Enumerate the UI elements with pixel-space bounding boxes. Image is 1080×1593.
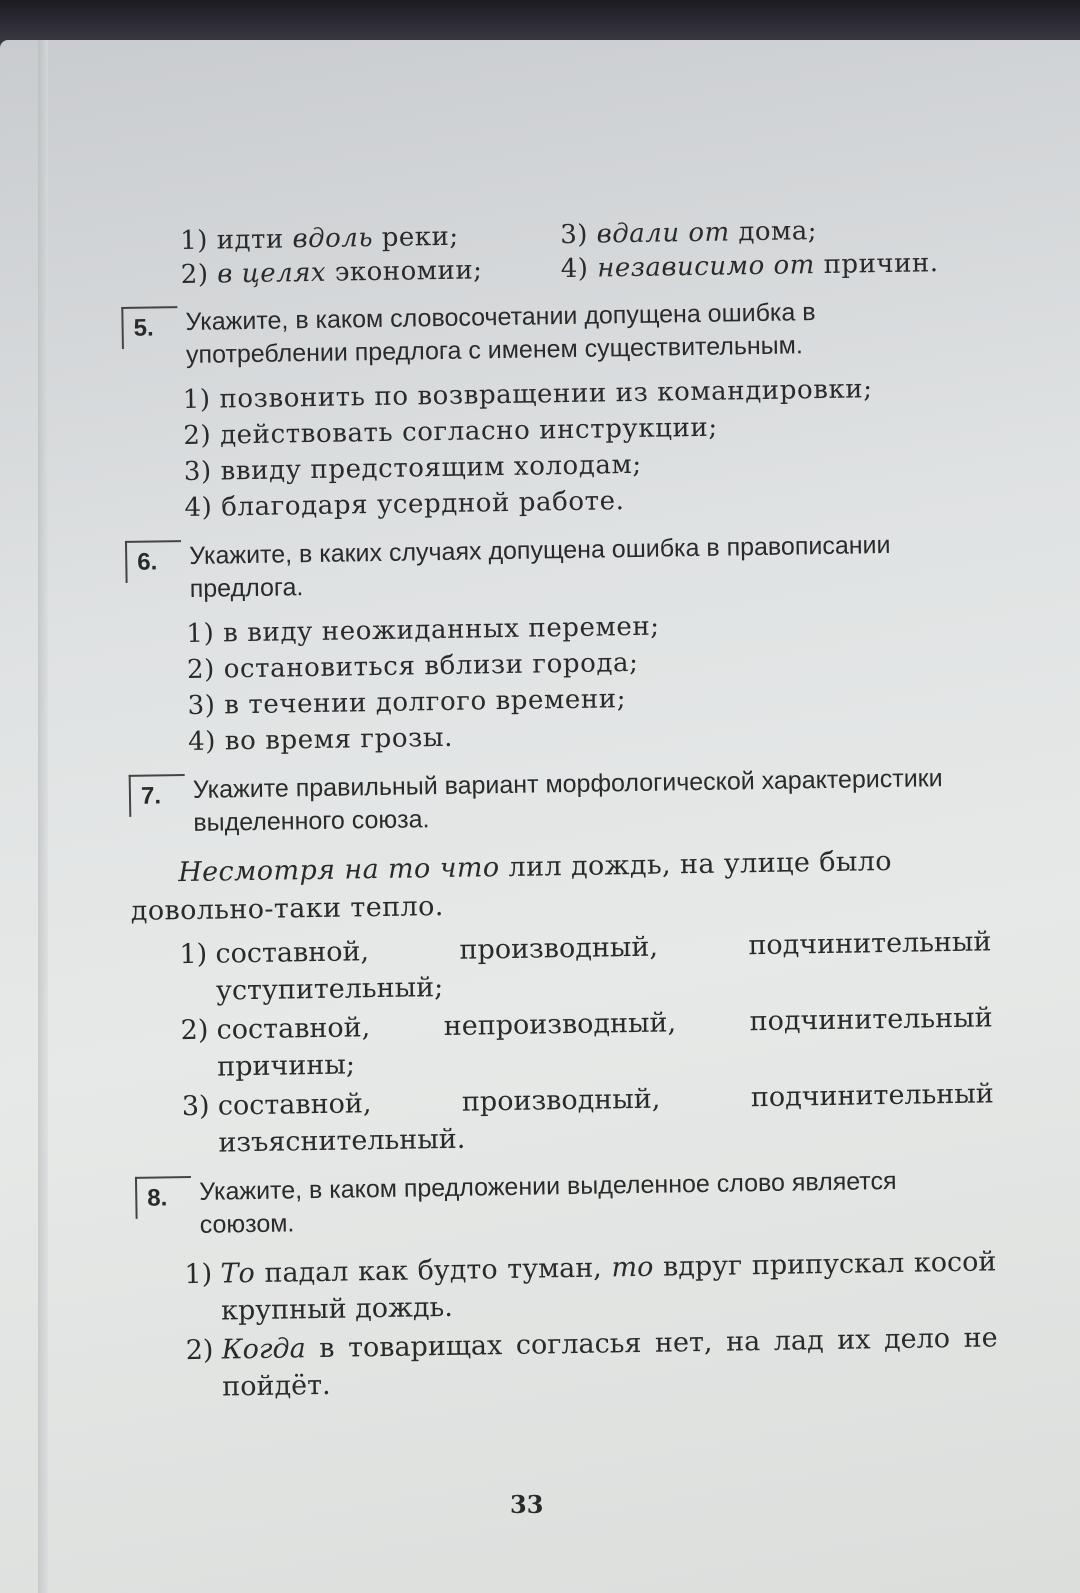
task-question: Укажите правильный вариант морфологической характеристики выделенного союза. [192, 764, 943, 837]
option-item: 3) ввиду предстоящим холодам; [183, 449, 642, 488]
option-item: 1) То падал как будто туман, то вдруг припускал косой крупный дождь. [184, 1246, 997, 1327]
option-item: 1) в виду неожиданных перемен; [186, 611, 660, 650]
option-4: 4) независимо от причин. [560, 248, 939, 285]
page-number: 33 [510, 1490, 544, 1519]
task-7 [129, 761, 995, 1162]
task-question: Укажите, в каких случаях допущена ошибка в правописании предлога. [188, 530, 891, 603]
page-fold [38, 40, 48, 1593]
option-item: 1) составной, производный, подчинительный уступительный; [179, 926, 992, 1007]
task-8 [135, 1163, 999, 1406]
task-number: 7. [129, 774, 186, 817]
task-number: 6. [125, 540, 182, 583]
page-content [120, 211, 998, 1408]
task-6 [125, 527, 988, 760]
task-number: 8. [135, 1176, 192, 1219]
task-question: Укажите, в каком предложении выделенное слово является союзом. [198, 1166, 897, 1239]
option-item: 2) действовать согласно инструкции; [183, 412, 718, 452]
option-list [186, 603, 988, 760]
option-list [179, 923, 994, 1162]
option-3: 3) вдали от дома; [559, 216, 818, 251]
option-item: 2) Когда в товарищах согласья нет, на лад их дело не пойдёт. [185, 1322, 998, 1403]
option-1: 1) идти вдоль реки; [180, 221, 459, 257]
option-list [182, 369, 984, 526]
highlighted-conjunction: Несмотря на то что [177, 852, 500, 889]
option-item: 3) в течении долгого времени; [187, 684, 627, 721]
option-2: 2) в целях экономии; [180, 255, 483, 291]
task-5 [121, 293, 984, 526]
option-list [184, 1243, 998, 1406]
task-number: 5. [121, 306, 178, 349]
task-4-options [120, 211, 981, 292]
task-question: Укажите, в каком словосочетании допущена ошибка в употреблении предлога с именем существительным. [185, 298, 816, 369]
option-item: 2) составной, непроизводный, подчинительный причины; [180, 1002, 993, 1083]
option-item: 4) во время грозы. [187, 722, 454, 757]
option-item: 1) позвонить по возвращении из командировки; [182, 374, 873, 416]
option-item: 4) благодаря усердной работе. [184, 486, 625, 524]
option-item: 3) составной, производный, подчинительный изъяснительный. [181, 1078, 994, 1159]
example-sentence: Несмотря на то что лил дождь, на улице было довольно-таки тепло. [130, 845, 893, 927]
option-item: 2) остановиться вблизи города; [186, 647, 639, 686]
